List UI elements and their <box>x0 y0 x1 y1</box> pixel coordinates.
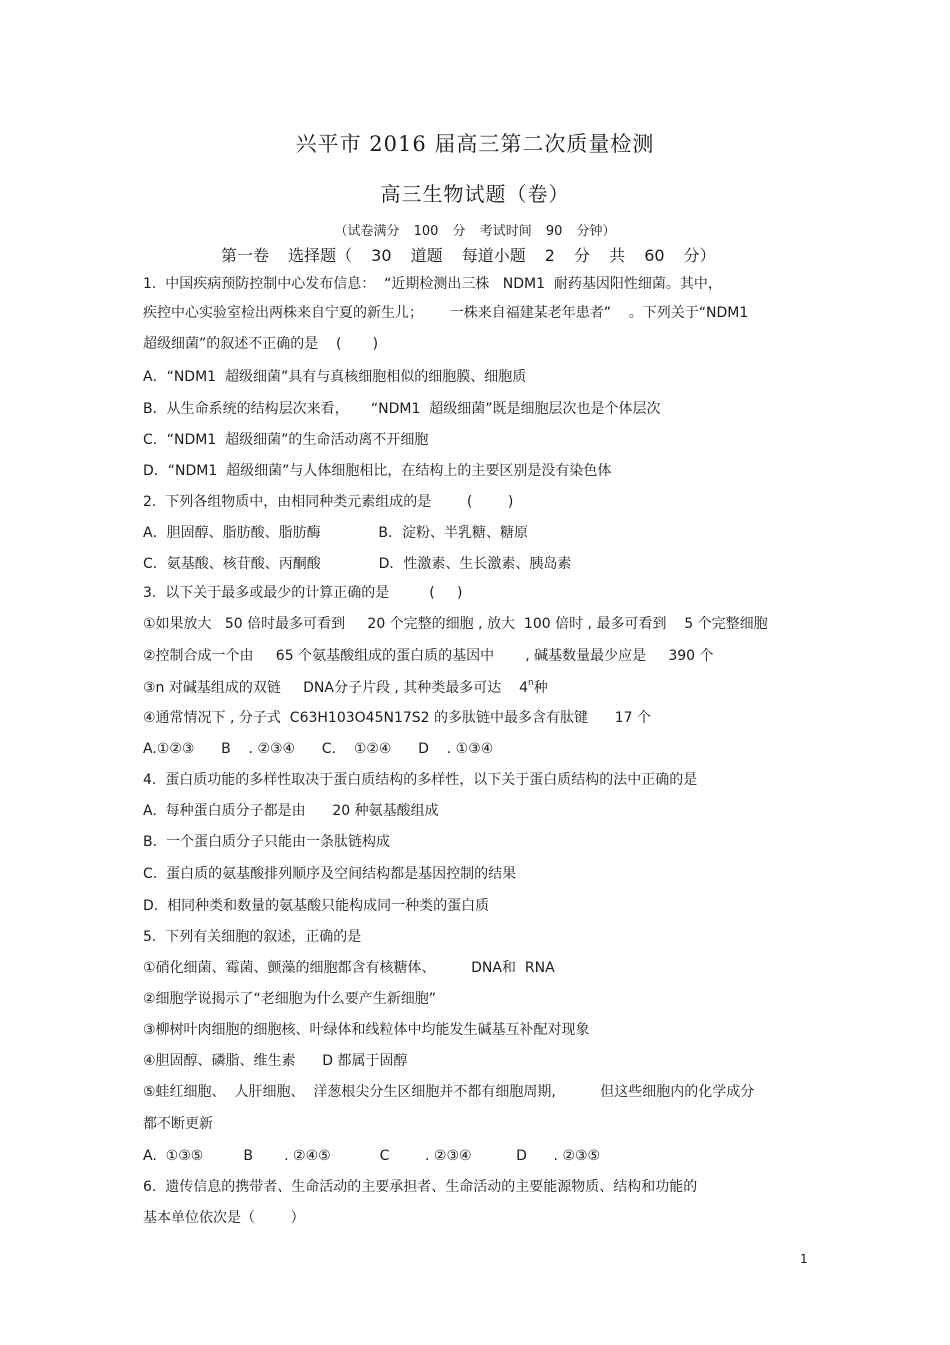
q5-item-2: ②细胞学说揭示了“老细胞为什么要产生新细胞” <box>143 991 437 1007</box>
q3-options: A.①②③ B . ②③④ C. ①②④ D . ①③④ <box>143 741 494 757</box>
q1-option-b: B．从生命系统的结构层次来看， “NDM1 超级细菌”既是细胞层次也是个体层次 <box>143 401 661 417</box>
q2-stem: 2. 下列各组物质中，由相同种类元素组成的是 ( ) <box>143 494 514 510</box>
q5-stem: 5. 下列有关细胞的叙述，正确的是 <box>143 929 362 945</box>
q5-item-5-cont: 都不断更新 <box>143 1116 213 1132</box>
q3-item-4: ④通常情况下 , 分子式 C63H103O45N17S2 的多肽链中最多含有肽键 17 个 <box>143 710 651 726</box>
q1-line-3: 超级细菌”的叙述不正确的是 ( ) <box>143 336 379 352</box>
q1-line-1: 1. 中国疾病预防控制中心发布信息： “近期检测出三株 NDM1 耐药基因阳性细菌。其中， <box>143 276 722 292</box>
q4-option-d: D. 相同种类和数量的氨基酸只能构成同一种类的蛋白质 <box>143 898 490 914</box>
exam-subtitle: 高三生物试题（卷） <box>380 182 570 206</box>
q4-stem: 4. 蛋白质功能的多样性取决于蛋白质结构的多样性，以下关于蛋白质结构的法中正确的是 <box>143 772 698 788</box>
q2-options-ab: A．胆固醇、脂肪酸、脂肪酶 B．淀粉、半乳糖、糖原 <box>143 525 529 541</box>
q1-option-a: A．“NDM1 超级细菌”具有与真核细胞相似的细胞膜、细胞质 <box>143 369 527 385</box>
q1-option-d: D．“NDM1 超级细菌”与人体细胞相比，在结构上的主要区别是没有染色体 <box>143 463 612 479</box>
q4-option-b: B. 一个蛋白质分子只能由一条肽链构成 <box>143 834 390 850</box>
q4-option-c: C. 蛋白质的氨基酸排列顺序及空间结构都是基因控制的结果 <box>143 866 517 882</box>
q6-stem-line-2: 基本单位依次是（ ） <box>143 1210 305 1226</box>
q5-item-5: ⑤蛙红细胞、 人肝细胞、 洋葱根尖分生区细胞并不都有细胞周期, 但这些细胞内的化学成分 <box>143 1084 755 1100</box>
q3-item-2: ②控制合成一个由 65 个氨基酸组成的蛋白质的基因中 , 碱基数量最少应是 390 个 <box>143 648 714 664</box>
q5-item-1: ①硝化细菌、霉菌、颤藻的细胞都含有核糖体、 DNA和 RNA <box>143 960 555 976</box>
q3-item-3: ③n 对碱基组成的双链 DNA分子片段 , 其种类最多可达 4$^n$种 <box>143 678 548 696</box>
q3-stem: 3. 以下关于最多或最少的计算正确的是 ( ) <box>143 585 463 601</box>
q4-option-a: A. 每种蛋白质分子都是由 20 种氨基酸组成 <box>143 803 439 819</box>
superscript-n: n <box>528 678 534 688</box>
q3-item-1: ①如果放大 50 倍时最多可看到 20 个完整的细胞 , 放大 100 倍时 , 最多可看到 5 个完整细胞 <box>143 616 768 632</box>
exam-title: 兴平市 2016 届高三第二次质量检测 <box>295 132 655 156</box>
q1-line-2: 疾控中心实验室检出两株来自宁夏的新生儿； 一株来自福建某老年患者” 。下列关于“NDM1 <box>143 305 749 321</box>
q5-item-3: ③柳树叶肉细胞的细胞核、叶绿体和线粒体中均能发生碱基互补配对现象 <box>143 1022 590 1038</box>
q6-stem-line-1: 6. 遗传信息的携带者、生命活动的主要承担者、生命活动的主要能源物质、结构和功能的 <box>143 1179 698 1195</box>
q2-options-cd: C．氨基酸、核苷酸、丙酮酸 D．性激素、生长激素、胰岛素 <box>143 556 572 572</box>
q1-option-c: C．“NDM1 超级细菌”的生命活动离不开细胞 <box>143 432 429 448</box>
q5-item-4: ④胆固醇、磷脂、维生素 D 都属于固醇 <box>143 1053 408 1069</box>
exam-meta: （试卷满分 100 分 考试时间 90 分钟） <box>334 224 616 239</box>
section-heading: 第一卷 选择题（ 30 道题 每道小题 2 分 共 60 分） <box>221 246 716 265</box>
page-number: 1 <box>800 1252 808 1266</box>
q5-options: A. ①③⑤ B . ②④⑤ C . ②③④ D . ②③⑤ <box>143 1148 601 1164</box>
